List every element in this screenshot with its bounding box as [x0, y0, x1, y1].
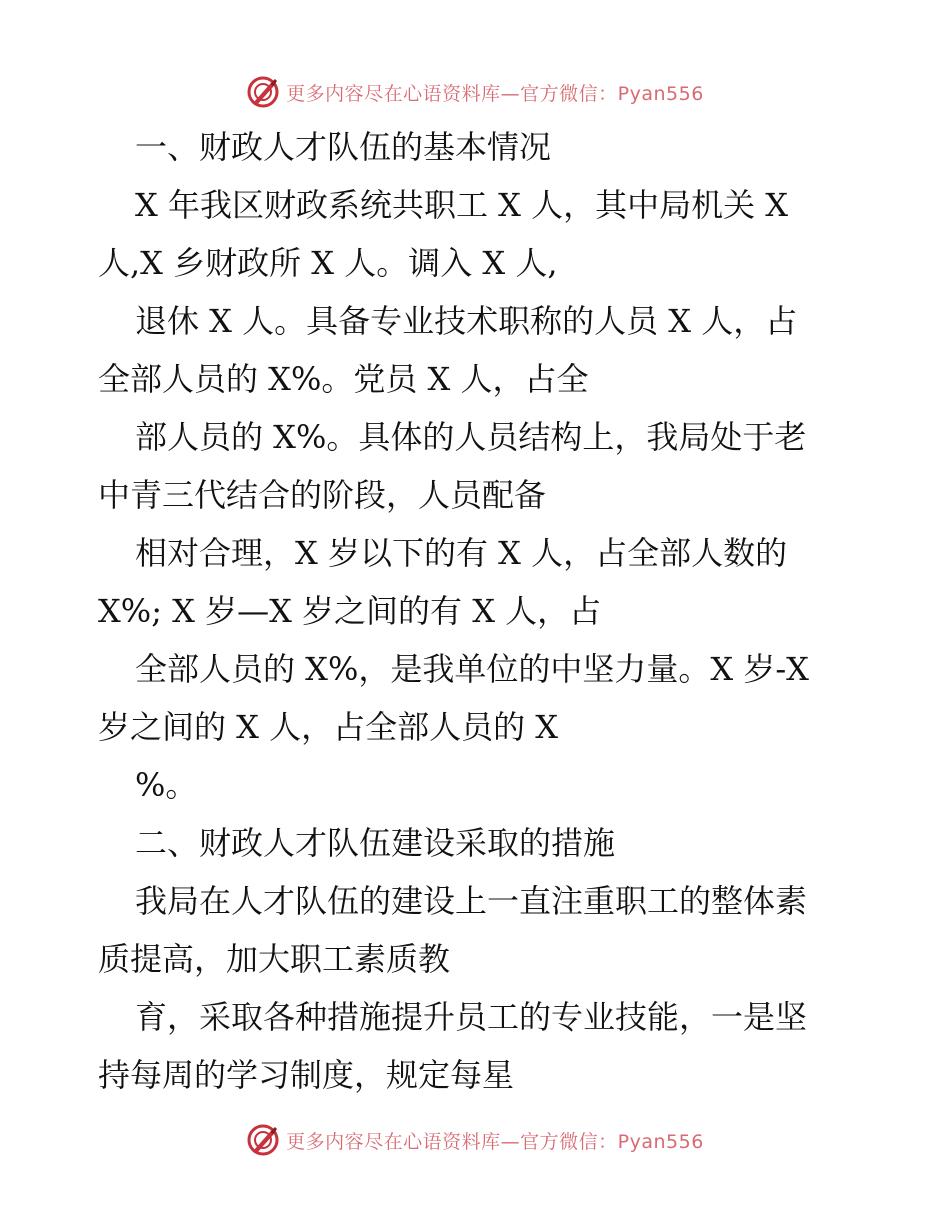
text-line: 中青三代结合的阶段，人员配备	[98, 476, 547, 514]
text-line: X 年我区财政系统共职工 X 人，其中局机关 X	[135, 186, 789, 224]
text-line: X%; X 岁—X 岁之间的有 X 人，占	[98, 592, 602, 630]
text-line: 质提高，加大职工素质教	[98, 940, 451, 978]
text-line: %。	[135, 766, 198, 804]
text-line: 岁之间的 X 人，占全部人员的 X	[98, 708, 559, 746]
watermark-text: 更多内容尽在心语资料库—官方微信：Pyan556	[286, 1130, 704, 1153]
text-line: 育，采取各种措施提升员工的专业技能，一是坚	[135, 998, 808, 1036]
text-line: 部人员的 X%。具体的人员结构上，我局处于老	[135, 418, 807, 456]
section-heading: 二、财政人才队伍建设采取的措施	[135, 824, 616, 862]
text-line: 我局在人才队伍的建设上一直注重职工的整体素	[135, 882, 808, 920]
footer-watermark-banner	[0, 1120, 950, 1160]
watermark-text: 更多内容尽在心语资料库—官方微信：Pyan556	[286, 82, 704, 105]
text-line: 全部人员的 X%。党员 X 人，占全	[98, 360, 589, 398]
text-line: 持每周的学习制度，规定每星	[98, 1056, 515, 1094]
text-line: 人,X 乡财政所 X 人。调入 X 人,	[98, 244, 558, 282]
section-heading: 一、财政人才队伍的基本情况	[135, 128, 552, 166]
text-line: 相对合理，X 岁以下的有 X 人，占全部人数的	[135, 534, 788, 572]
text-line: 全部人员的 X%，是我单位的中坚力量。X 岁-X	[135, 650, 809, 688]
brand-logo-icon	[246, 1123, 280, 1157]
text-line: 退休 X 人。具备专业技术职称的人员 X 人，占	[135, 302, 798, 340]
